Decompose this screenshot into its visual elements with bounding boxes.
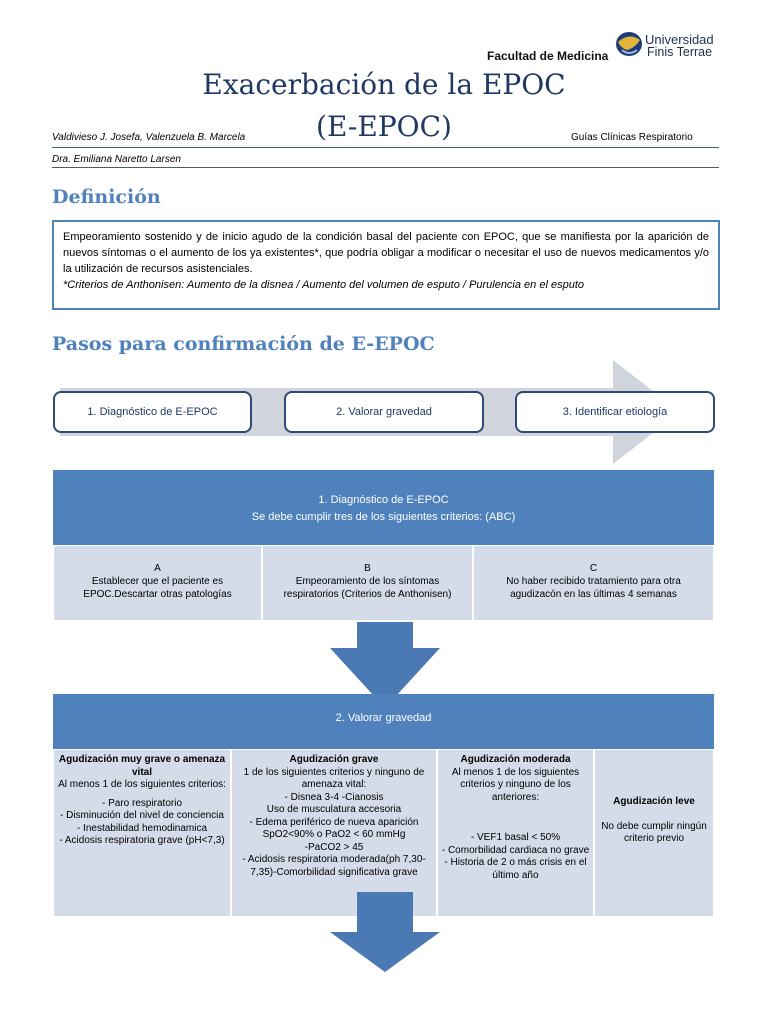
header-divider bbox=[52, 147, 719, 148]
severity-intro: Al menos 1 de los siguientes criterios: bbox=[58, 779, 226, 790]
criterion-text: Establecer que el paciente es bbox=[91, 576, 224, 587]
supervisor: Dra. Emiliana Naretto Larsen bbox=[52, 154, 181, 165]
criterion-letter: B bbox=[364, 563, 371, 574]
definition-note: *Criterios de Anthonisen: Aumento de la disnea / Aumento del volumen de esputo / Purulencia en el esputo bbox=[63, 279, 584, 291]
severity-item: - Acidosis respiratoria moderada(ph 7,30-7,35)-Comorbilidad significativa grave bbox=[242, 854, 426, 878]
diagnosis-header bbox=[53, 470, 714, 545]
page-subtitle: (E-EPOC) bbox=[316, 110, 452, 143]
definition-box bbox=[52, 220, 720, 310]
guide-series: Guías Clínicas Respiratorio bbox=[571, 132, 693, 143]
step-diagnosis: 1. Diagnóstico de E-EPOC bbox=[53, 391, 252, 433]
severity-item: Uso de musculatura accesoria bbox=[266, 804, 402, 815]
severity-moderate bbox=[437, 749, 594, 917]
severity-item: - Comorbilidad cardiaca no grave bbox=[441, 844, 590, 856]
steps-heading: Pasos para confirmación de E-EPOC bbox=[52, 333, 435, 355]
severity-header: 2. Valorar gravedad bbox=[53, 694, 714, 749]
severity-title: Agudización grave bbox=[289, 754, 379, 765]
severity-intro: Al menos 1 de los siguientes criterios y ninguno de los anteriores: bbox=[451, 766, 580, 803]
criterion-text: Empeoramiento de los síntomas bbox=[295, 576, 440, 587]
criterion-text: agudizacón en las últimas 4 semanas bbox=[510, 589, 677, 600]
severity-title: Agudización muy grave o amenaza vital bbox=[58, 754, 226, 778]
university-logo-icon bbox=[613, 30, 645, 58]
criterion-c bbox=[473, 545, 714, 621]
severity-text: No debe cumplir ningún criterio previo bbox=[601, 820, 707, 844]
severity-item: - Disnea 3-4 -Cianosis bbox=[284, 791, 384, 803]
university-name-line2: Finis Terrae bbox=[647, 45, 713, 59]
severity-mild bbox=[594, 749, 714, 917]
criterion-text: No haber recibido tratamiento para otra bbox=[506, 576, 681, 587]
definition-heading: Definición bbox=[52, 186, 161, 208]
criterion-letter: C bbox=[589, 563, 598, 574]
header-divider-bottom bbox=[52, 167, 719, 168]
definition-text: Empeoramiento sostenido y de inicio agudo de la condición basal del paciente con EPOC, que se manifiesta por la aparición de nuevos síntomas o el aumento de los ya existentes*, que podría obligar a modificar o necesitar el uso de nuevos medicamentos y/o la utilización de recursos asistenciales. bbox=[63, 231, 709, 275]
severity-item: - Disminución del nivel de conciencia bbox=[60, 810, 224, 821]
severity-item: - Inestabilidad hemodinamica bbox=[76, 822, 208, 834]
severity-item: - Edema periférico de nueva aparición bbox=[249, 816, 419, 828]
diagnosis-heading: 1. Diagnóstico de E-EPOC bbox=[318, 494, 449, 506]
down-arrow-icon bbox=[330, 892, 440, 972]
severity-intro: 1 de los siguientes criterios y ninguno de amenaza vital: bbox=[243, 766, 425, 790]
faculty-label: Facultad de Medicina bbox=[487, 49, 609, 63]
severity-item: - Acidosis respiratoria grave (pH<7,3) bbox=[59, 835, 225, 846]
severity-very-severe bbox=[53, 749, 231, 917]
authors: Valdivieso J. Josefa, Valenzuela B. Marcela bbox=[52, 132, 246, 143]
severity-title: Agudización leve bbox=[613, 796, 695, 807]
university-name-line1: Universidad bbox=[645, 32, 714, 47]
severity-item: -PaCO2 > 45 bbox=[304, 841, 364, 853]
criterion-b bbox=[262, 545, 473, 621]
criterion-text: respiratorios (Criterios de Anthonisen) bbox=[283, 589, 452, 600]
severity-item: - Paro respiratorio bbox=[101, 797, 183, 809]
step-etiology: 3. Identificar etiología bbox=[515, 391, 715, 433]
severity-title: Agudización moderada bbox=[460, 754, 571, 765]
criterion-letter: A bbox=[154, 563, 161, 574]
severity-item: - VEF1 basal < 50% bbox=[470, 832, 561, 843]
criterion-a bbox=[53, 545, 262, 621]
page-title: Exacerbación de la EPOC bbox=[202, 68, 566, 101]
step-severity: 2. Valorar gravedad bbox=[284, 391, 484, 433]
diagnosis-subheading: Se debe cumplir tres de los siguientes criterios: (ABC) bbox=[251, 511, 516, 523]
criterion-text: EPOC.Descartar otras patologías bbox=[83, 589, 232, 600]
severity-item: - Historia de 2 o más crisis en el último año bbox=[444, 857, 587, 881]
severity-item: SpO2<90% o PaO2 < 60 mmHg bbox=[262, 829, 406, 840]
